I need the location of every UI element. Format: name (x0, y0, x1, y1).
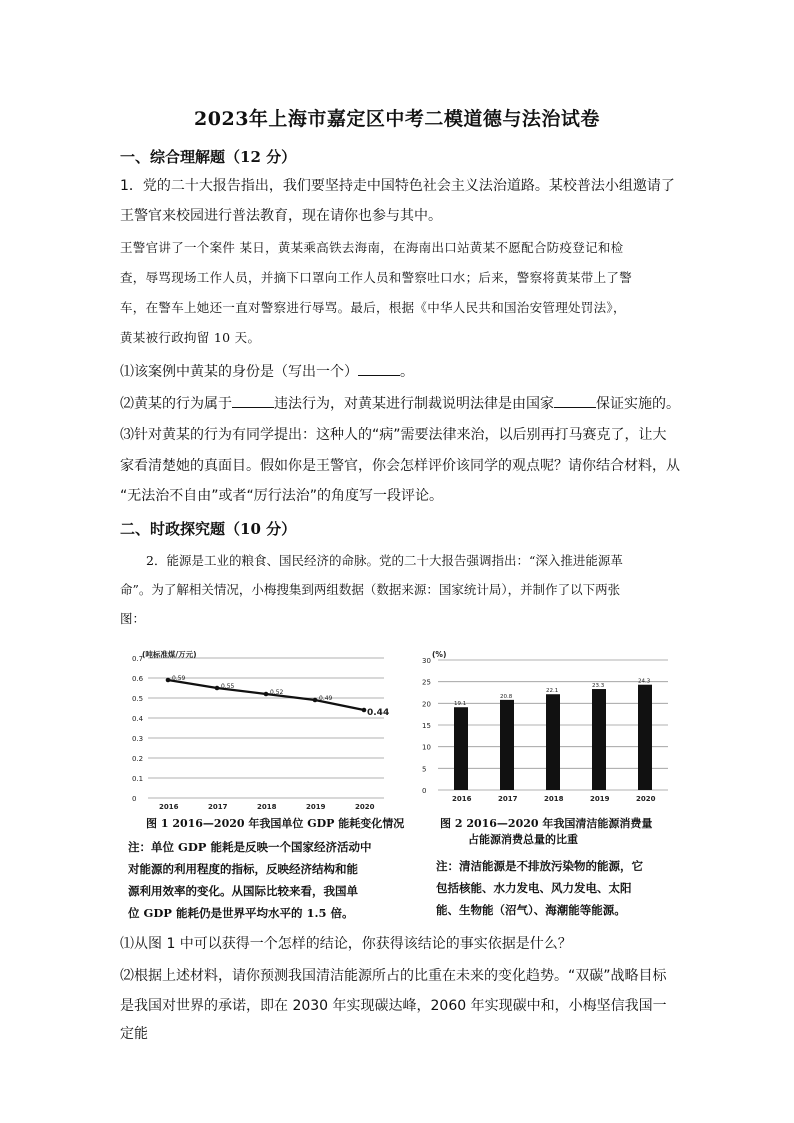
data-point (362, 708, 367, 713)
data-label: 22.1 (546, 688, 559, 695)
y-tick-label: 0.2 (132, 755, 144, 763)
y-axis-label: (%) (432, 650, 447, 659)
y-tick-label: 0 (132, 795, 137, 803)
case-line-1: 王警官讲了一个案件 某日，黄某乘高铁去海南，在海南出口站黄某不愿配合防疫登记和检 (120, 240, 624, 255)
question-1-1 (120, 358, 680, 386)
y-tick-label: 5 (422, 765, 427, 774)
y-tick-label: 10 (422, 743, 431, 752)
y-tick-label: 25 (422, 678, 431, 687)
page-title: 2023年上海市嘉定区中考二模道德与法治试卷 (194, 108, 600, 130)
figure-2-note-line: 包括核能、水力发电、风力发电、太阳 (436, 881, 632, 895)
q2-intro-line3: 图： (120, 611, 146, 626)
figure-2-chart (418, 648, 674, 810)
q1-intro-line1: 1．党的二十大报告指出，我们要坚持走中国特色社会主义法治道路。某校普法小组邀请了 (120, 178, 675, 194)
bar (500, 700, 514, 790)
answer-blank[interactable] (232, 393, 274, 408)
bar (592, 689, 606, 790)
x-tick-label: 2019 (590, 795, 610, 803)
q2-intro-line1: 2．能源是工业的粮食、国民经济的命脉。党的二十大报告强调指出：“深入推进能源革 (146, 553, 623, 568)
y-axis-label: (吨标准煤/万元) (142, 650, 197, 659)
data-label: 20.8 (500, 693, 513, 700)
bar (638, 685, 652, 790)
case-line-3: 车，在警车上她还一直对警察进行辱骂。最后，根据《中华人民共和国治安管理处罚法》， (120, 300, 626, 315)
data-point (166, 678, 171, 683)
data-label: 0.59 (172, 675, 186, 682)
x-tick-label: 2018 (544, 795, 564, 803)
figure-2-caption-line1: 图 2 2016—2020 年我国清洁能源消费量 (440, 817, 653, 830)
case-line-2: 查，辱骂现场工作人员，并摘下口罩向工作人员和警察吐口水；后来，警察将黄某带上了警 (120, 270, 633, 285)
answer-blank[interactable] (358, 361, 400, 376)
q2-intro-line2: 命”。为了解相关情况，小梅搜集到两组数据（数据来源：国家统计局），并制作了以下两张 (120, 582, 621, 597)
bar (454, 707, 468, 790)
data-label: 0.44 (367, 708, 390, 718)
bar (546, 694, 560, 790)
x-tick-label: 2016 (159, 803, 179, 810)
y-tick-label: 15 (422, 722, 431, 730)
x-tick-label: 2018 (257, 803, 277, 810)
figure-1-note-line: 源利用效率的变化。从国际比较来看，我国单 (128, 884, 358, 898)
figure-1-note (128, 836, 371, 924)
x-tick-label: 2019 (306, 803, 326, 810)
question-1-3-line3: “无法治不自由”或者“厉行法治”的角度写一段评论。 (120, 488, 444, 504)
section2-heading: 二、时政探究题（10 分） (120, 520, 297, 538)
data-label: 0.55 (221, 683, 235, 690)
data-point (264, 692, 269, 697)
question-1-1-end: 。 (400, 364, 414, 380)
question-1-2-part-a: ⑵黄某的行为属于 (120, 396, 232, 412)
question-2-2-line2: 是我国对世界的承诺，即在 2030 年实现碳达峰，2060 年实现碳中和，小梅坚信我国一定能 (120, 998, 667, 1042)
data-point (313, 698, 318, 703)
question-2-2-line1: ⑵根据上述材料，请你预测我国清洁能源所占的比重在未来的变化趋势。“双碳”战略目标 (120, 968, 667, 984)
x-tick-label: 2017 (208, 803, 228, 810)
y-tick-label: 0.6 (132, 675, 144, 683)
figure-1-caption: 图 1 2016—2020 年我国单位 GDP 能耗变化情况 (146, 817, 405, 830)
question-1-2 (120, 390, 700, 418)
y-tick-label: 0.3 (132, 735, 144, 743)
figure-1-chart (122, 648, 390, 810)
question-1-1-text: ⑴该案例中黄某的身份是（写出一个） (120, 364, 358, 380)
question-1-3-line2: 家看清楚她的真面目。假如你是王警官，你会怎样评价该同学的观点呢？请你结合材料，从 (120, 458, 680, 474)
figure-2-note-line: 能、生物能（沼气）、海潮能等能源。 (436, 903, 626, 917)
figure-1-note-line: 对能源的利用程度的指标，反映经济结构和能 (128, 862, 358, 876)
x-tick-label: 2020 (355, 803, 375, 810)
section1-heading: 一、综合理解题（12 分） (120, 148, 297, 166)
y-tick-label: 0.7 (132, 655, 144, 663)
answer-blank[interactable] (554, 393, 596, 408)
question-1-2-part-c: 保证实施的。 (596, 396, 680, 412)
data-label: 19.1 (454, 701, 467, 708)
y-tick-label: 0.1 (132, 775, 144, 783)
q1-intro-line2: 王警官来校园进行普法教育，现在请你也参与其中。 (120, 208, 442, 224)
x-tick-label: 2016 (452, 795, 472, 803)
figure-2-note-line: 注：清洁能源是不排放污染物的能源，它 (436, 859, 643, 873)
figure-2-note (436, 855, 643, 921)
x-tick-label: 2017 (498, 795, 518, 803)
case-line-4: 黄某被行政拘留 10 天。 (120, 330, 261, 345)
y-tick-label: 20 (422, 700, 431, 709)
question-2-1: ⑴从图 1 中可以获得一个怎样的结论，你获得该结论的事实依据是什么？ (120, 936, 572, 952)
data-label: 0.49 (319, 695, 333, 702)
x-tick-label: 2020 (636, 795, 656, 803)
figure-1-note-line: 注：单位 GDP 能耗是反映一个国家经济活动中 (128, 840, 372, 854)
figure-1-svg (122, 648, 390, 810)
data-point (215, 686, 220, 691)
figure-1-note-line: 位 GDP 能耗仍是世界平均水平的 1.5 倍。 (128, 906, 354, 920)
y-tick-label: 0.4 (132, 715, 144, 723)
y-tick-label: 0 (422, 787, 427, 795)
figure-2-svg (418, 648, 674, 810)
data-label: 0.52 (270, 689, 284, 696)
figure-2-caption-line2: 占能源消费总量的比重 (468, 833, 578, 846)
y-tick-label: 0.5 (132, 695, 144, 703)
question-1-3-line1: ⑶针对黄某的行为有同学提出：这种人的“病”需要法律来治，以后别再打马赛克了，让大 (120, 427, 667, 443)
data-label: 23.3 (592, 683, 605, 690)
question-1-2-part-b: 违法行为，对黄某进行制裁说明法律是由国家 (274, 396, 554, 412)
y-tick-label: 30 (422, 657, 431, 665)
data-label: 24.3 (638, 678, 651, 685)
